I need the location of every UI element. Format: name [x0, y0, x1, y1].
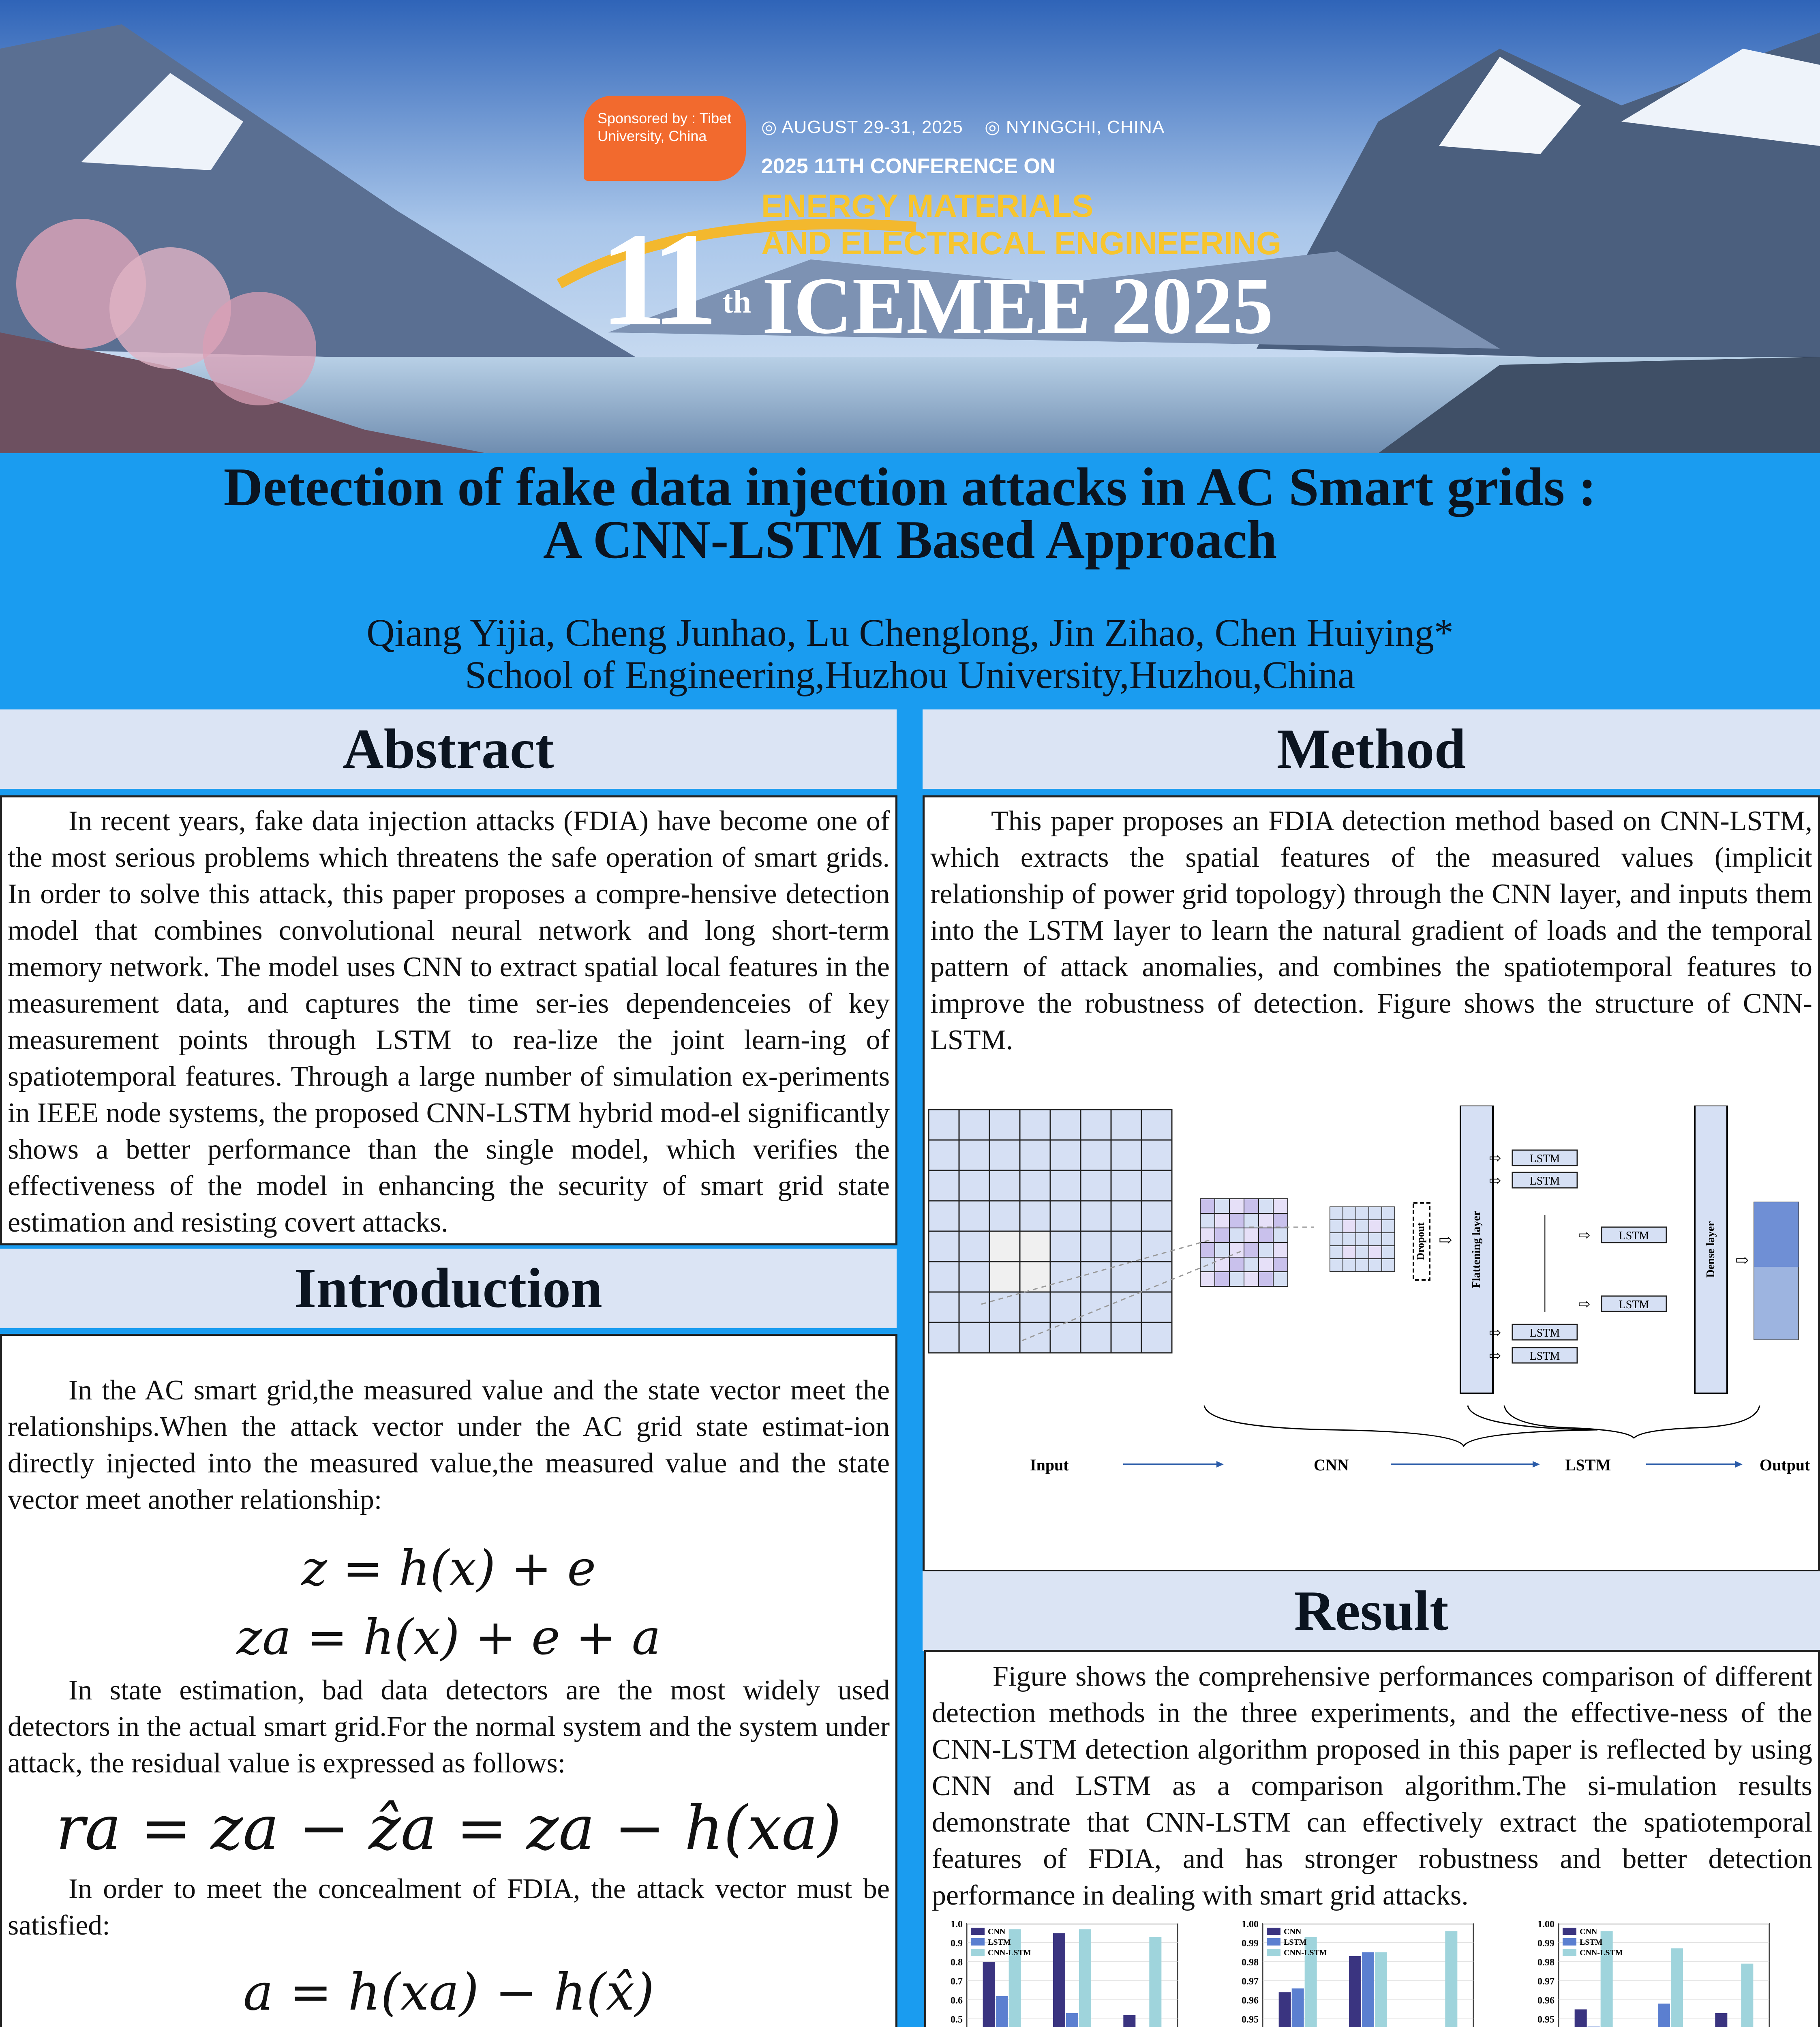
- y-tick-label: 0.8: [951, 1957, 963, 1968]
- conference-date: AUGUST 29-31, 2025: [782, 117, 963, 137]
- feature-map-1-cell: [1229, 1257, 1244, 1272]
- bar-cnn-lstm: [1149, 1937, 1161, 2027]
- dropout-label: Dropout: [1415, 1222, 1426, 1260]
- input-stage-label: Input: [1030, 1456, 1069, 1474]
- input-grid-cell: [1050, 1201, 1081, 1231]
- input-grid-cell: [929, 1140, 959, 1170]
- feature-map-2-cell: [1382, 1207, 1395, 1220]
- feature-map-1-cell: [1215, 1199, 1229, 1213]
- paper-title-line2: A CNN-LSTM Based Approach: [543, 510, 1277, 570]
- input-grid-cell: [1081, 1110, 1111, 1140]
- legend-label: CNN-LSTM: [1284, 1948, 1327, 1957]
- input-grid-cell: [1141, 1140, 1172, 1170]
- y-tick-label: 0.97: [1242, 1976, 1259, 1987]
- bar-lstm: [1066, 2013, 1078, 2027]
- feature-map-1-cell: [1215, 1213, 1229, 1228]
- chart-experiment-1: [951, 1920, 1178, 2027]
- y-tick-label: 0.97: [1537, 1976, 1554, 1987]
- arrow-icon: ⇨: [1578, 1227, 1591, 1243]
- feature-map-2-cell: [1356, 1259, 1369, 1272]
- feature-map-1-cell: [1273, 1199, 1288, 1213]
- conference-name-line2: AND ELECTRICAL ENGINEERING: [761, 225, 1282, 261]
- bar-cnn-lstm: [1671, 1948, 1683, 2027]
- feature-map-1-cell: [1215, 1243, 1229, 1257]
- arrow-icon: ⇨: [1489, 1348, 1501, 1364]
- input-grid-cell: [1141, 1201, 1172, 1231]
- equation-attacked-measurement: za = h(x) + e + a: [236, 1609, 661, 1666]
- result-text: [926, 1658, 1818, 1914]
- introduction-text: [2, 1372, 895, 1518]
- flattening-layer-label: Flattening layer: [1470, 1211, 1483, 1288]
- bar-cnn: [1349, 1956, 1361, 2027]
- y-tick-label: 0.7: [951, 1976, 963, 1987]
- bar-cnn: [983, 1962, 995, 2027]
- input-grid-cell: [959, 1231, 989, 1262]
- feature-map-2-cell: [1382, 1259, 1395, 1272]
- cnn-stage-label: CNN: [1314, 1456, 1349, 1474]
- feature-map-1-cell: [1244, 1199, 1259, 1213]
- bar-cnn-lstm: [1375, 1952, 1387, 2027]
- input-grid-cell: [959, 1201, 989, 1231]
- feature-map-2-cell: [1343, 1233, 1356, 1246]
- feature-map-1-cell: [1273, 1228, 1288, 1243]
- legend-swatch: [971, 1949, 985, 1956]
- lstm-cell-label: LSTM: [1619, 1298, 1649, 1311]
- input-grid-cell: [959, 1170, 989, 1201]
- input-grid-cell: [989, 1201, 1020, 1231]
- feature-map-1-cell: [1259, 1243, 1273, 1257]
- legend-label: LSTM: [988, 1938, 1011, 1947]
- bar-cnn: [1575, 2010, 1587, 2027]
- feature-map-2-cell: [1343, 1220, 1356, 1233]
- feature-map-1-cell: [1273, 1243, 1288, 1257]
- input-grid-cell: [1141, 1292, 1172, 1322]
- input-grid-cell: [1081, 1292, 1111, 1322]
- introduction-box: [0, 1334, 897, 2027]
- flow-arrow-head: [1216, 1461, 1224, 1468]
- authors: Qiang Yijia, Cheng Junhao, Lu Chenglong, Jin Zihao, Chen Huiying*: [366, 611, 1454, 654]
- feature-map-2-cell: [1343, 1207, 1356, 1220]
- input-grid-cell: [1020, 1262, 1050, 1292]
- introduction-paragraph-2: In state estimation, bad data detectors are the most widely used detectors in the actual smart grid.For the normal system and the system under attack, the residual value is expressed as follows:: [8, 1675, 890, 1779]
- output-stage-label: Output: [1760, 1456, 1810, 1474]
- lstm-cell-label: LSTM: [1529, 1350, 1560, 1363]
- conference-number: 11: [600, 206, 710, 354]
- feature-map-1-cell: [1273, 1257, 1288, 1272]
- input-grid-cell: [959, 1140, 989, 1170]
- feature-map-2-cell: [1356, 1233, 1369, 1246]
- feature-map-2-cell: [1330, 1259, 1343, 1272]
- input-grid-cell: [989, 1110, 1020, 1140]
- conference-date-location: [761, 117, 1165, 137]
- input-grid-cell: [989, 1292, 1020, 1322]
- feature-map-2-cell: [1330, 1207, 1343, 1220]
- legend-swatch: [1563, 1928, 1576, 1935]
- feature-map-1-cell: [1229, 1228, 1244, 1243]
- location-icon: ◎: [985, 117, 1006, 137]
- method-text: [925, 803, 1818, 1058]
- legend-swatch: [1563, 1938, 1576, 1946]
- y-tick-label: 0.6: [951, 1995, 963, 2006]
- legend-label: LSTM: [1284, 1938, 1307, 1947]
- feature-map-1-cell: [1244, 1213, 1259, 1228]
- introduction-text-2: [2, 1672, 895, 1782]
- equation-attack-vector: a = h(xa) − h(x̂): [243, 1963, 655, 2022]
- feature-map-1-cell: [1273, 1213, 1288, 1228]
- feature-map-2-cell: [1369, 1233, 1382, 1246]
- input-grid-cell: [1020, 1170, 1050, 1201]
- feature-map-2-cell: [1330, 1220, 1343, 1233]
- input-grid-cell: [1050, 1322, 1081, 1353]
- bar-cnn: [1715, 2013, 1727, 2027]
- lstm-cell-label: LSTM: [1529, 1153, 1560, 1165]
- feature-map-1-cell: [1200, 1199, 1215, 1213]
- dense-layer-label: Dense layer: [1704, 1221, 1717, 1278]
- legend-label: CNN: [988, 1927, 1006, 1936]
- input-grid-cell: [1141, 1322, 1172, 1353]
- lstm-blocks: [1489, 1150, 1666, 1364]
- method-paragraph: This paper proposes an FDIA detection method based on CNN-LSTM, which extracts the spatial features of the measured values (implicit relationship of power grid topology) through the CNN layer, and inputs them into the LSTM layer to learn the natural gradient of loads and the temporal pattern of attack anomalies, and combines the spatiotemporal features to improve the robustness of detection. Figure shows the structure of CNN-LSTM.: [930, 806, 1812, 1056]
- legend-swatch: [1267, 1949, 1280, 1956]
- input-grid-cell: [1081, 1170, 1111, 1201]
- y-tick-label: 0.98: [1537, 1957, 1554, 1968]
- cnn-lstm-architecture-diagram: [925, 1106, 1818, 1511]
- abstract-box: [0, 795, 897, 1245]
- input-grid-cell: [1081, 1201, 1111, 1231]
- input-grid-cell: [1141, 1262, 1172, 1292]
- y-tick-label: 0.96: [1537, 1995, 1554, 2006]
- input-grid-cell: [1020, 1201, 1050, 1231]
- input-grid-cell: [1050, 1231, 1081, 1262]
- feature-map-1-cell: [1259, 1228, 1273, 1243]
- feature-map-1-cell: [1200, 1213, 1215, 1228]
- input-grid-cell: [929, 1322, 959, 1353]
- feature-map-2-cell: [1343, 1246, 1356, 1259]
- lstm-stage-label: LSTM: [1565, 1456, 1611, 1474]
- legend-label: CNN: [1284, 1927, 1302, 1936]
- legend-label: CNN-LSTM: [988, 1948, 1031, 1957]
- input-grid-cell: [929, 1201, 959, 1231]
- conference-acronym: ICEMEE 2025: [762, 261, 1274, 351]
- input-grid-cell: [929, 1170, 959, 1201]
- input-grid-cell: [1111, 1231, 1141, 1262]
- y-tick-label: 0.98: [1242, 1957, 1259, 1968]
- input-grid-cell: [1111, 1140, 1141, 1170]
- input-grid-cell: [1141, 1170, 1172, 1201]
- y-tick-label: 0.96: [1242, 1995, 1259, 2006]
- input-grid-cell: [1050, 1110, 1081, 1140]
- lstm-cell-label: LSTM: [1619, 1230, 1649, 1242]
- result-box: [924, 1650, 1820, 2027]
- arrow-icon: ⇨: [1735, 1251, 1749, 1269]
- input-grid-cell: [1020, 1140, 1050, 1170]
- feature-map-1-cell: [1244, 1243, 1259, 1257]
- input-grid-cell: [929, 1110, 959, 1140]
- input-grid-cell: [1020, 1292, 1050, 1322]
- feature-map-2-cell: [1382, 1233, 1395, 1246]
- conference-name-line1: ENERGY MATERIALS: [761, 188, 1094, 224]
- feature-map-1-cell: [1215, 1228, 1229, 1243]
- bar-cnn-lstm: [1079, 1929, 1091, 2027]
- chart-experiment-2: [1242, 1920, 1473, 2027]
- input-grid-cell: [1111, 1170, 1141, 1201]
- feature-map-2-cell: [1356, 1246, 1369, 1259]
- input-grid-cell: [989, 1262, 1020, 1292]
- input-grid-cell: [1111, 1110, 1141, 1140]
- method-box: [923, 795, 1820, 1572]
- feature-map-2-cell: [1356, 1207, 1369, 1220]
- feature-map-1-cell: [1229, 1199, 1244, 1213]
- input-grid: [929, 1110, 1172, 1353]
- feature-map-1-cell: [1215, 1272, 1229, 1286]
- input-grid-cell: [1020, 1110, 1050, 1140]
- feature-map-1-cell: [1273, 1272, 1288, 1286]
- lstm-cell-label: LSTM: [1529, 1175, 1560, 1187]
- arrow-icon: ⇨: [1578, 1296, 1591, 1312]
- equation-measurement: z = h(x) + e: [301, 1541, 596, 1597]
- feature-map-2-cell: [1330, 1246, 1343, 1259]
- input-grid-cell: [1111, 1201, 1141, 1231]
- feature-map-2-cell: [1369, 1259, 1382, 1272]
- feature-map-2-cell: [1356, 1220, 1369, 1233]
- legend-label: LSTM: [1580, 1938, 1603, 1947]
- cnn-brace: [1204, 1406, 1597, 1446]
- bar-lstm: [1362, 1952, 1374, 2027]
- input-grid-cell: [1141, 1231, 1172, 1262]
- arrow-icon: ⇨: [1439, 1231, 1452, 1249]
- input-grid-cell: [1020, 1231, 1050, 1262]
- feature-map-1-cell: [1259, 1272, 1273, 1286]
- y-tick-label: 1.00: [1537, 1920, 1554, 1930]
- bar-lstm: [1292, 1988, 1304, 2027]
- bar-lstm: [1658, 2003, 1670, 2027]
- input-grid-cell: [1050, 1262, 1081, 1292]
- method-heading: Method: [923, 709, 1820, 789]
- legend-swatch: [1267, 1938, 1280, 1946]
- conference-name: [761, 187, 1281, 262]
- feature-map-1-cell: [1259, 1213, 1273, 1228]
- lstm-cell-label: LSTM: [1529, 1327, 1560, 1339]
- conference-ordinal: th: [722, 284, 752, 320]
- input-grid-cell: [989, 1231, 1020, 1262]
- y-tick-label: 0.95: [1242, 2014, 1259, 2025]
- input-grid-cell: [989, 1322, 1020, 1353]
- feature-map-1-cell: [1200, 1272, 1215, 1286]
- input-grid-cell: [929, 1231, 959, 1262]
- conference-subtitle: 2025 11TH CONFERENCE ON: [761, 154, 1056, 178]
- input-grid-cell: [1050, 1292, 1081, 1322]
- input-grid-cell: [1050, 1140, 1081, 1170]
- feature-map-1: [1200, 1199, 1288, 1286]
- input-grid-cell: [1111, 1292, 1141, 1322]
- legend-swatch: [1267, 1928, 1280, 1935]
- feature-map-2: [1330, 1207, 1395, 1272]
- feature-map-1-cell: [1229, 1213, 1244, 1228]
- introduction-heading: Introduction: [0, 1249, 897, 1328]
- arrow-icon: ⇨: [1489, 1324, 1501, 1341]
- y-tick-label: 0.99: [1537, 1938, 1554, 1949]
- input-grid-cell: [989, 1170, 1020, 1201]
- paper-title-line1: Detection of fake data injection attacks in AC Smart grids :: [223, 457, 1597, 517]
- conference-banner: [0, 0, 1820, 453]
- bar-cnn-lstm: [1445, 1931, 1457, 2027]
- feature-map-1-cell: [1244, 1228, 1259, 1243]
- introduction-text-3: [2, 1871, 895, 1944]
- introduction-paragraph-1: In the AC smart grid,the measured value and the state vector meet the relationships.When the attack vector under the AC grid state estimat-ion directly injected into the measured value,the measured value and the state vector meet another relationship:: [8, 1375, 890, 1515]
- input-grid-cell: [959, 1110, 989, 1140]
- input-grid-cell: [1081, 1140, 1111, 1170]
- sponsor-badge: Sponsored by : Tibet University, China: [584, 96, 746, 181]
- abstract-text: [2, 803, 895, 1241]
- affiliation: School of Engineering,Huzhou University,Huzhou,China: [465, 653, 1355, 696]
- feature-map-2-cell: [1382, 1220, 1395, 1233]
- output-block-top: [1754, 1202, 1799, 1267]
- input-grid-cell: [959, 1292, 989, 1322]
- input-grid-cell: [1081, 1322, 1111, 1353]
- experiment-charts: [926, 1920, 1818, 2027]
- calendar-icon: ◎: [761, 117, 782, 137]
- feature-map-2-cell: [1369, 1246, 1382, 1259]
- input-grid-cell: [1081, 1231, 1111, 1262]
- flow-arrow-head: [1735, 1461, 1743, 1468]
- y-tick-label: 1.00: [1242, 1920, 1259, 1930]
- abstract-paragraph: In recent years, fake data injection attacks (FDIA) have become one of the most serious problems which threatens the safe operation of smart grids. In order to solve this attack, this paper proposes a compre-hensive detection model that combines convolutional neural network and long short-term memory network. The model uses CNN to extract spatial local features in the measurement data, and captures the time ser-ies dependenceies of key measurement points through LSTM to rea-lize the joint learn-ing of spatiotemporal features. Through a large number of simulation ex-periments in IEEE node systems, the proposed CNN-LSTM hybrid mod-el significantly shows a better performance than the single model, which verifies the effectiveness of the model in enhancing the security of smart grid state estimation and resisting covert attacks.: [8, 806, 890, 1238]
- feature-map-1-cell: [1259, 1257, 1273, 1272]
- feature-map-1-cell: [1244, 1272, 1259, 1286]
- flow-arrow-head: [1533, 1461, 1540, 1468]
- introduction-paragraph-3: In order to meet the concealment of FDIA, the attack vector must be satisfied:: [8, 1873, 890, 1941]
- feature-map-2-cell: [1343, 1259, 1356, 1272]
- y-tick-label: 0.5: [951, 2014, 963, 2025]
- input-grid-cell: [929, 1292, 959, 1322]
- bar-cnn: [1279, 1992, 1291, 2027]
- result-heading: Result: [923, 1571, 1820, 1651]
- input-grid-cell: [1020, 1322, 1050, 1353]
- legend-label: CNN: [1580, 1927, 1597, 1936]
- y-tick-label: 0.95: [1537, 2014, 1554, 2025]
- feature-map-1-cell: [1259, 1199, 1273, 1213]
- feature-map-2-cell: [1330, 1233, 1343, 1246]
- abstract-heading: Abstract: [0, 709, 897, 789]
- feature-map-2-cell: [1369, 1207, 1382, 1220]
- input-grid-cell: [989, 1140, 1020, 1170]
- result-paragraph: Figure shows the comprehensive performances comparison of different detection methods in the three experiments, and the effective-ness of the CNN-LSTM detection algorithm proposed in this paper is reflected by using CNN and LSTM as a comparison algorithm.The si-mulation results demonstrate that CNN-LSTM can effectively extract the spatiotemporal features of FDIA, and has stronger robustness and better detection performance in dealing with smart grid attacks.: [932, 1661, 1812, 1911]
- feature-map-1-cell: [1244, 1257, 1259, 1272]
- legend-swatch: [971, 1938, 985, 1946]
- feature-map-2-cell: [1369, 1220, 1382, 1233]
- input-grid-cell: [959, 1322, 989, 1353]
- input-grid-cell: [1050, 1170, 1081, 1201]
- input-grid-cell: [1111, 1322, 1141, 1353]
- input-grid-cell: [959, 1262, 989, 1292]
- y-tick-label: 0.9: [951, 1938, 963, 1949]
- input-grid-cell: [1111, 1262, 1141, 1292]
- arrow-icon: ⇨: [1489, 1172, 1501, 1189]
- y-tick-label: 1.0: [951, 1920, 963, 1930]
- conference-location: NYINGCHI, CHINA: [1006, 117, 1165, 137]
- feature-map-2-cell: [1382, 1246, 1395, 1259]
- lstm-brace: [1504, 1406, 1760, 1438]
- equation-residual: ra = za − ẑa = za − h(xa): [56, 1793, 842, 1864]
- arrow-icon: ⇨: [1489, 1150, 1501, 1166]
- bar-lstm: [996, 1996, 1008, 2027]
- bar-cnn: [1123, 2015, 1135, 2027]
- y-tick-label: 0.99: [1242, 1938, 1259, 1949]
- legend-label: CNN-LSTM: [1580, 1948, 1623, 1957]
- input-grid-cell: [929, 1262, 959, 1292]
- bar-cnn: [1053, 1933, 1065, 2027]
- input-grid-cell: [1141, 1110, 1172, 1140]
- legend-swatch: [971, 1928, 985, 1935]
- feature-map-1-cell: [1200, 1243, 1215, 1257]
- chart-experiment-3: [1537, 1920, 1769, 2027]
- input-grid-cell: [1081, 1262, 1111, 1292]
- bar-cnn-lstm: [1741, 1964, 1753, 2027]
- feature-map-1-cell: [1229, 1272, 1244, 1286]
- legend-swatch: [1563, 1949, 1576, 1956]
